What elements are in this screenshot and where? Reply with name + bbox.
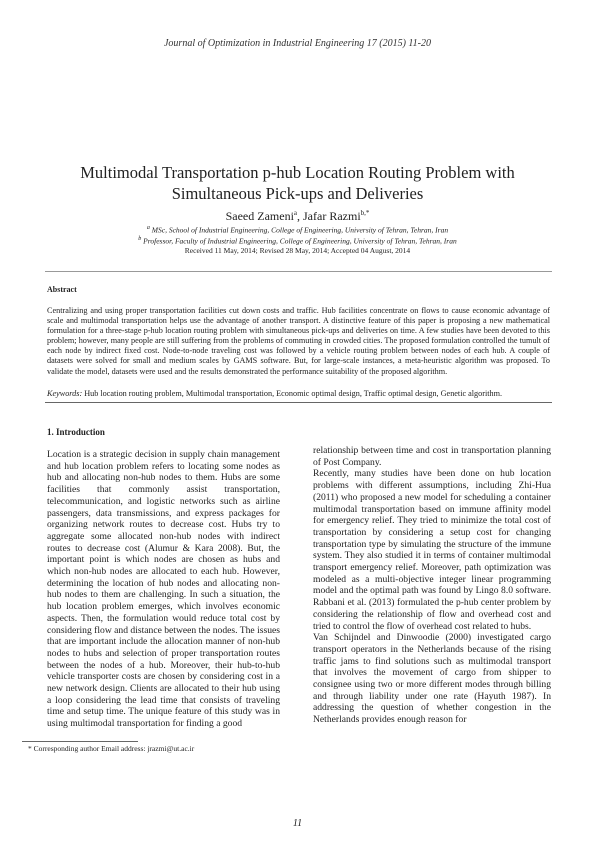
right-column (313, 445, 551, 726)
intro-paragraph-1-continued: relationship between time and cost in transportation planning of Post Company. (313, 445, 551, 468)
affiliation-a (0, 225, 595, 235)
keywords-label: Keywords: (47, 389, 83, 398)
author-2: , Jafar Razmi (297, 209, 361, 223)
intro-paragraph-2: Recently, many studies have been done on hub location problems with different assumptions, including Zhi-Hua (2011) who proposed a new model for scheduling a container multimodal transportation based on immune affinity model for emergency relief. They tried to minimize the total cost of transportation by considering a setup cost for changing transportation type by simulating the structure of the immune system. They also studied it in terms of container multimodal transport emergency relief. Moreover, path optimization was modeled as a multi-objective integer linear programming model and the optimal path was found by Lingo 8.0 software. Rabbani et al. (2013) formulated the p-hub center problem by considering the relationship of flow and overhead cost and tried to control the flow of overhead cost related to hubs. (313, 468, 551, 632)
abstract-bottom-rule (45, 402, 552, 403)
affiliation-b-mark: b (138, 236, 142, 242)
affiliation-a-text: MSc, School of Industrial Engineering, College of Engineering, University of Tehran, Tehran, Iran (149, 225, 449, 235)
keywords (47, 389, 552, 399)
footnote-rule (22, 741, 138, 742)
affiliation-a-mark: a (146, 225, 150, 231)
title-line-2: Simultaneous Pick-ups and Deliveries (171, 184, 424, 203)
section-heading-introduction: 1. Introduction (47, 427, 105, 437)
paper-title (40, 162, 555, 204)
affiliation-b-text: Professor, Faculty of Industrial Engineering, College of Engineering, University of Tehran, Tehran, Iran (141, 236, 457, 246)
affiliation-b (0, 236, 595, 246)
journal-header: Journal of Optimization in Industrial Engineering 17 (2015) 11-20 (163, 38, 432, 49)
page-number: 11 (292, 818, 303, 829)
intro-paragraph-3: Van Schijndel and Dinwoodie (2000) investigated cargo transport operators in the Netherlands because of the rising traffic jams to find solutions such as multimodal transport that involves the movement of cargo from shipper to consignee using two or more different modes through billing and through liability under one rate (Hayuth 1987). In addressing the question of whether congestion in the Netherlands provides enough reason for (313, 632, 551, 726)
author-1: Saeed Zameni (225, 209, 294, 223)
title-line-1: Multimodal Transportation p-hub Location Routing Problem with (80, 163, 515, 182)
abstract-body: Centralizing and using proper transportation facilities cut down costs and traffic. Hub facilities concentrate on flows to cause economic advantage of scale and multimodal transportation helps use the advantage of another transport. A distinctive feature of this paper is proposing a new mathematical formulation for a three-stage p-hub location routing problem with simultaneous pick-ups and deliveries on time. A few studies have been devoted to this problem; however, many people are still suffering from the problems of commuting in crowded cities. The proposed formulation controlled the tumult of each node by indirect fixed cost. Node-to-node traveling cost was followed by a vehicle routing problem between nodes of each hub. A couple of datasets were solved for small and medium scales by GAMS software. But, for large-scale instances, a meta-heuristic algorithm was proposed. To validate the model, datasets were used and the results demonstrated the performance suitability of the proposed algorithm. (47, 306, 550, 376)
abstract-heading: Abstract (47, 285, 77, 294)
abstract-top-rule (45, 271, 552, 272)
left-column (47, 449, 280, 730)
author-1-affiliation-mark: a (293, 209, 298, 217)
received-dates: Received 11 May, 2014; Revised 28 May, 2014; Accepted 04 August, 2014 (184, 246, 411, 255)
keywords-text: Hub location routing problem, Multimodal transportation, Economic optimal design, Traffic optimal design, Genetic algorithm. (82, 389, 503, 398)
corresponding-author-footnote: * Corresponding author Email address: jrazmi@ut.ac.ir (28, 744, 195, 753)
author-2-affiliation-mark: b,* (360, 209, 370, 217)
intro-paragraph-1: Location is a strategic decision in supply chain management and hub location problem refers to locating some nodes as hub and allocating non-hub nodes to them. Hubs are some facilities that commonly assist transportation, telecommunication, and logistic networks such as airline passengers, data transmissions, and express packages for organizing network routes to decrease cost. Hubs try to aggregate some allocated non-hub nodes with indirect routes to decrease cost (Alumur & Kara 2008). But, the important point is which nodes are chosen as hubs and which non-hub nodes are allocated to each hub. However, determining the location of hub nodes and allocating non-hub nodes to them are challenging. In such a situation, the hub location problem emerges, which involves economic aspects. Then, the formulation would reduce total cost by considering flow and distance between the nodes. The issues that are important include the allocation manner of non-hub nodes to hubs and selection of proper transportation routes between the nodes of a hub. Moreover, their hub-to-hub vehicle transporter costs are chosen by considering cost in a new network design. Clients are allocated to their hub using a loop considering the lead time that consists of traveling time and setup time. The unique feature of this study was in using multimodal transportation for finding a good (47, 449, 280, 730)
authors (0, 209, 595, 224)
